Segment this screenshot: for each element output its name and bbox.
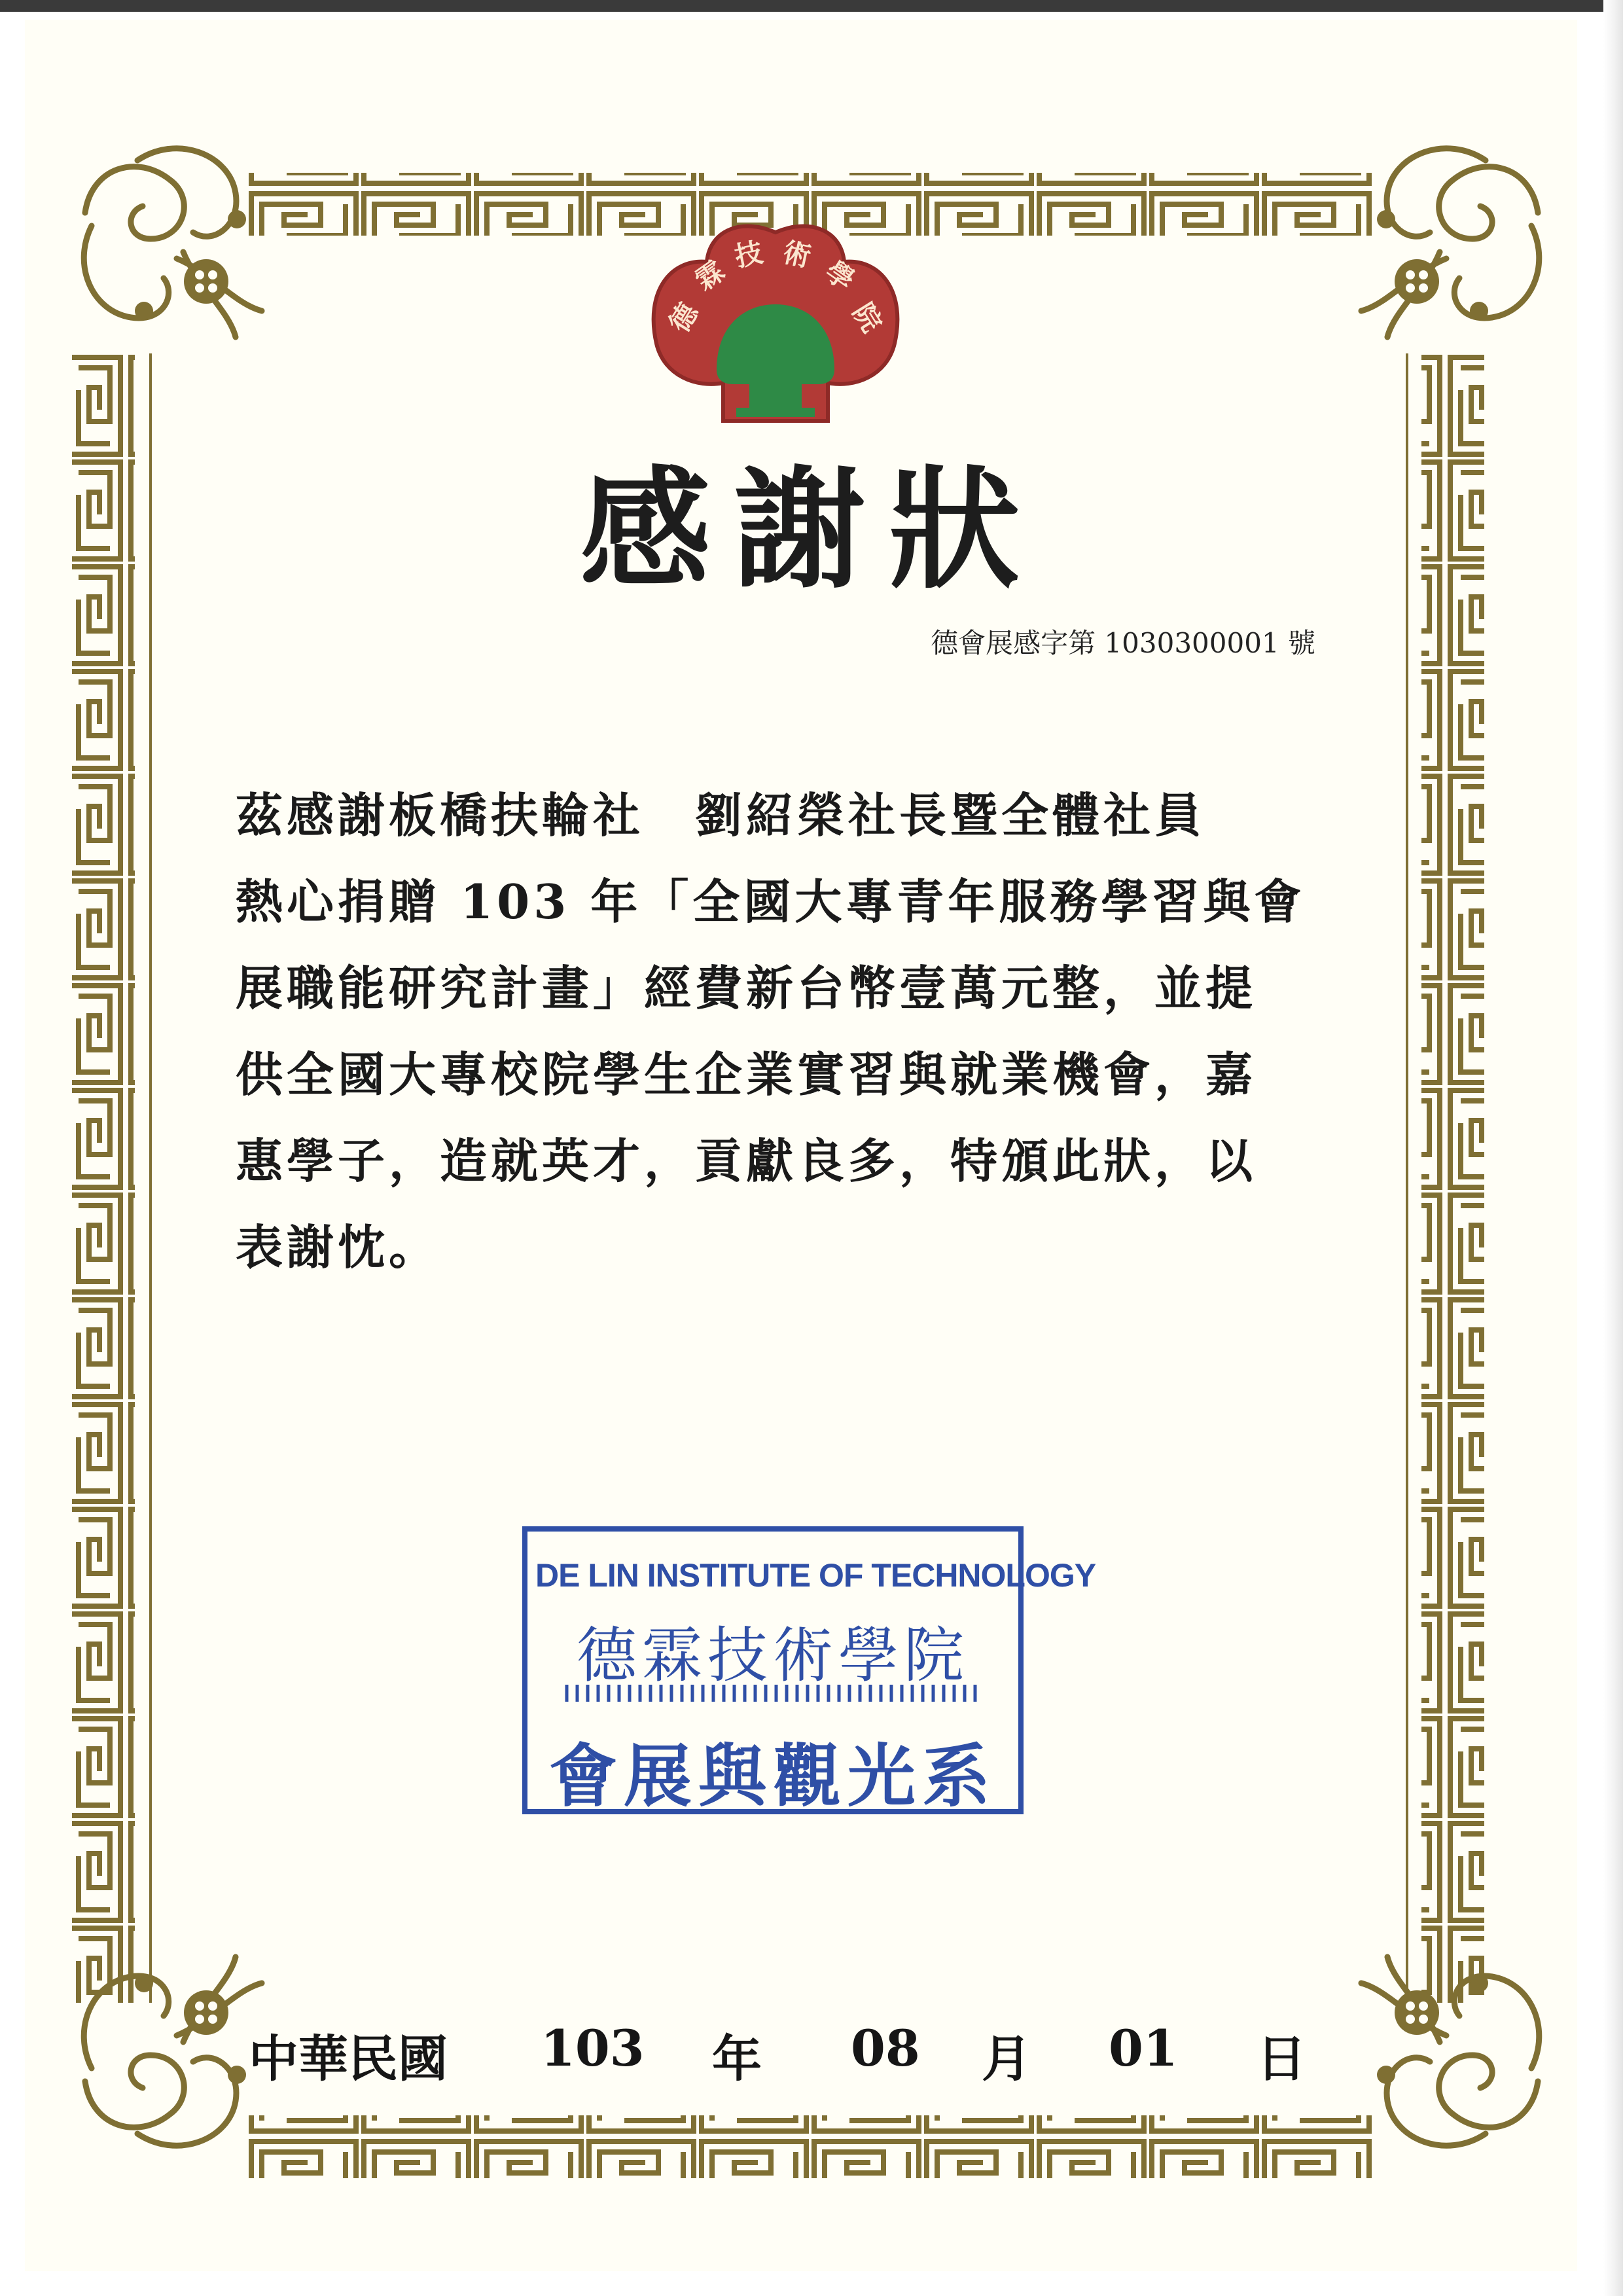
date-day-unit: 日 xyxy=(1257,2030,1306,2088)
date-year: 103 xyxy=(541,2019,645,2077)
emblem-char-4: 術 xyxy=(780,236,814,274)
stamp-english-name: DE LIN INSTITUTE OF TECHNOLOGY xyxy=(535,1557,1096,1594)
date-era: 中華民國 xyxy=(249,2030,448,2088)
body-line: 表謝忱。 xyxy=(236,1219,440,1275)
emblem-char-5: 學 xyxy=(819,255,861,297)
corner-ornament-top-left xyxy=(84,149,262,337)
emblem-char-2: 霖 xyxy=(689,255,730,297)
body-line: 展職能研究計畫」經費新台幣壹萬元整，並提 xyxy=(236,960,1257,1016)
stamp-school-name: 德霖技術學院 xyxy=(576,1621,969,1691)
certificate-body xyxy=(236,772,1335,1291)
certificate-title: 感謝狀 xyxy=(579,453,1043,607)
date-month: 08 xyxy=(851,2019,920,2077)
body-line: 茲感謝板橋扶輪社 劉紹榮社長暨全體社員 xyxy=(236,787,1206,843)
stamp-department-name: 會展與觀光系 xyxy=(548,1736,997,1816)
emblem-char-3: 技 xyxy=(732,236,766,274)
emblem-char-6: 院 xyxy=(846,297,889,338)
corner-ornament-bottom-left xyxy=(84,1957,262,2145)
body-line: 供全國大專校院學生企業實習與就業機會，嘉 xyxy=(236,1047,1257,1102)
date-month-unit: 月 xyxy=(982,2030,1031,2088)
date-year-unit: 年 xyxy=(712,2030,762,2088)
stamp-tick-rule xyxy=(564,1683,980,1703)
body-line: 惠學子，造就英才，貢獻良多，特頒此狀，以 xyxy=(236,1133,1257,1189)
body-line: 熱心捐贈 103 年「全國大專青年服務學習與會 xyxy=(236,874,1306,929)
date-day: 01 xyxy=(1109,2019,1178,2077)
emblem-char-1: 德 xyxy=(662,297,705,338)
department-stamp xyxy=(522,1526,1096,1816)
school-emblem xyxy=(638,213,913,429)
corner-ornament-top-right xyxy=(1361,149,1539,337)
scan-edge-right xyxy=(1603,0,1623,2296)
serial-number: 德會展感字第 1030300001 號 xyxy=(931,627,1315,659)
